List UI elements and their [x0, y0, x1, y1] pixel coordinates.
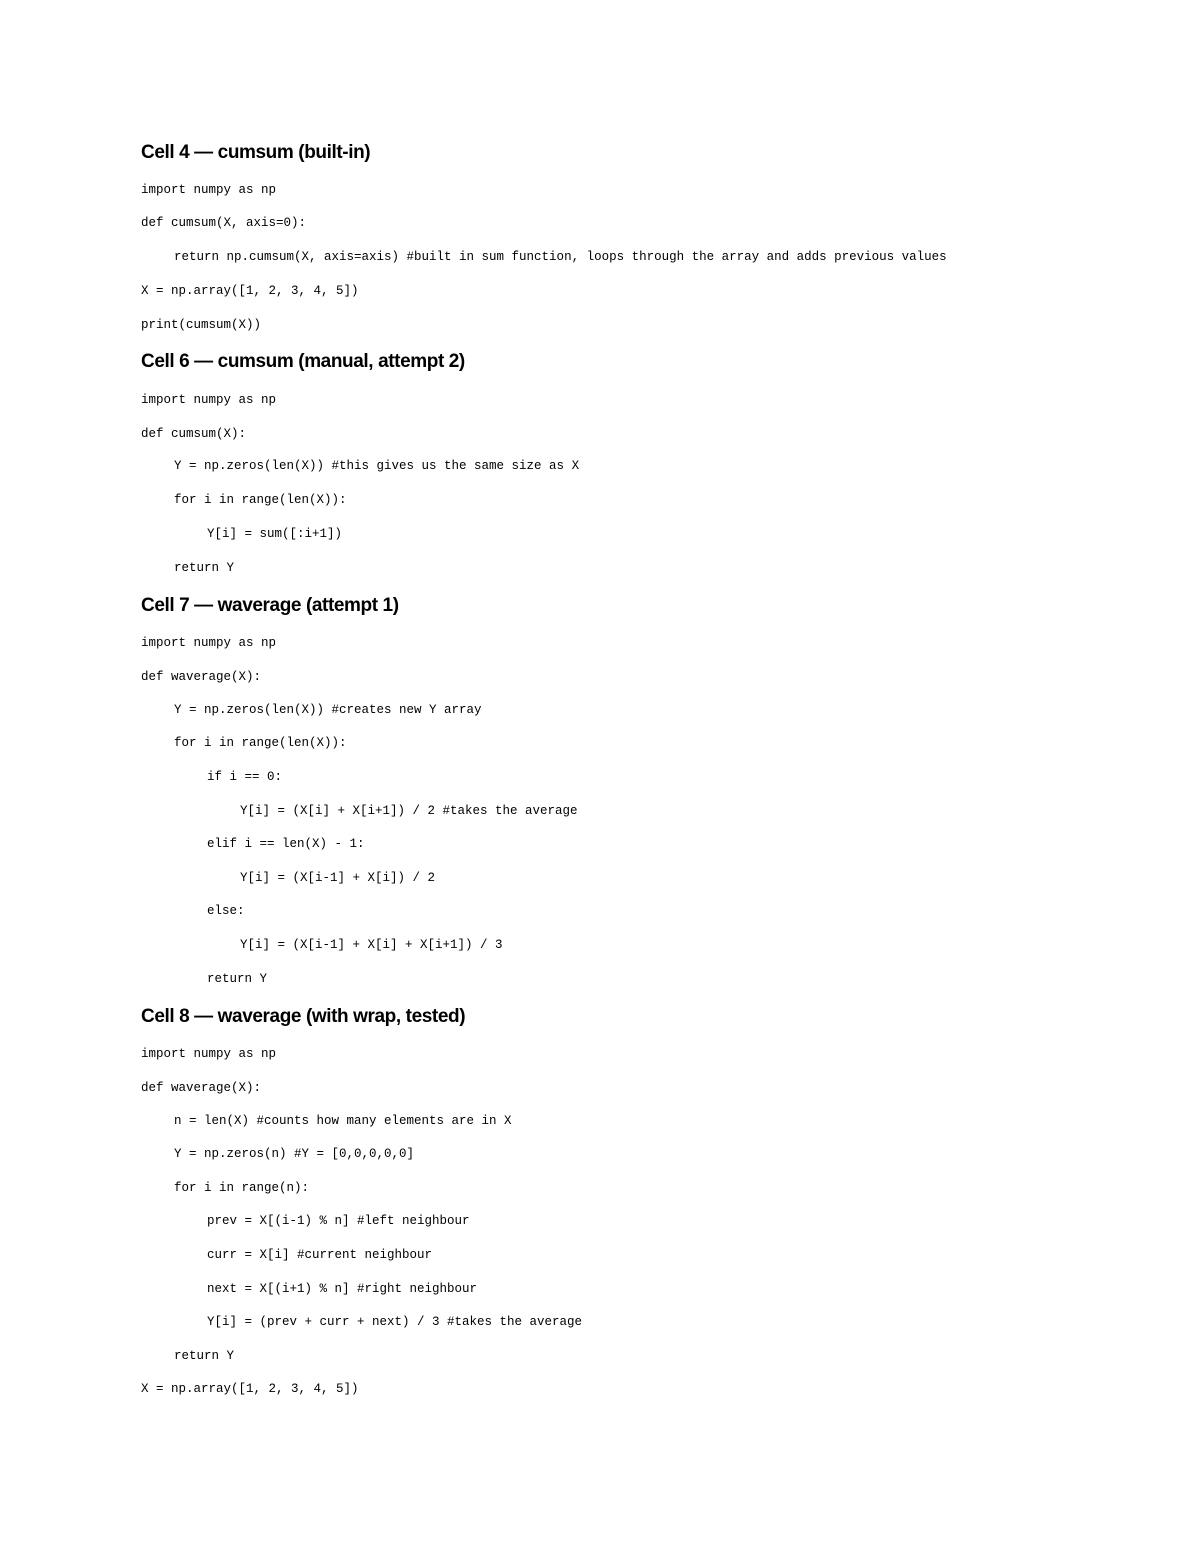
code-line: return Y — [207, 972, 268, 986]
code-line: for i in range(n): — [174, 1181, 310, 1195]
code-line: Y = np.zeros(len(X)) #this gives us the same size as X — [174, 459, 580, 473]
cell-6-heading: Cell 6 — cumsum (manual, attempt 2) — [141, 351, 465, 372]
cell-7-heading: Cell 7 — waverage (attempt 1) — [141, 595, 399, 616]
code-line: for i in range(len(X)): — [174, 736, 347, 750]
code-line: curr = X[i] #current neighbour — [207, 1248, 433, 1262]
code-line: def waverage(X): — [141, 1081, 262, 1095]
cell-4-heading: Cell 4 — cumsum (built-in) — [141, 142, 371, 163]
code-line: import numpy as np — [141, 393, 277, 407]
code-line: import numpy as np — [141, 1047, 277, 1061]
code-line: Y[i] = (prev + curr + next) / 3 #takes the average — [207, 1315, 583, 1329]
code-line: Y = np.zeros(n) #Y = [0,0,0,0,0] — [174, 1147, 415, 1161]
code-line: X = np.array([1, 2, 3, 4, 5]) — [141, 1382, 359, 1396]
code-line: Y[i] = (X[i-1] + X[i]) / 2 — [240, 871, 436, 885]
code-line: next = X[(i+1) % n] #right neighbour — [207, 1282, 478, 1296]
code-line: X = np.array([1, 2, 3, 4, 5]) — [141, 284, 359, 298]
code-line: def waverage(X): — [141, 670, 262, 684]
code-line: Y[i] = sum([:i+1]) — [207, 527, 343, 541]
code-line: return Y — [174, 561, 235, 575]
code-line: n = len(X) #counts how many elements are in X — [174, 1114, 512, 1128]
code-line: def cumsum(X, axis=0): — [141, 216, 307, 230]
code-line: Y[i] = (X[i] + X[i+1]) / 2 #takes the average — [240, 804, 578, 818]
code-line: else: — [207, 904, 245, 918]
code-line: elif i == len(X) - 1: — [207, 837, 365, 851]
code-line: return np.cumsum(X, axis=axis) #built in sum function, loops through the array and adds previous values — [174, 250, 947, 264]
code-line: def cumsum(X): — [141, 427, 247, 441]
code-line: import numpy as np — [141, 183, 277, 197]
cell-8-heading: Cell 8 — waverage (with wrap, tested) — [141, 1006, 466, 1027]
code-line: for i in range(len(X)): — [174, 493, 347, 507]
code-line: import numpy as np — [141, 636, 277, 650]
code-line: if i == 0: — [207, 770, 283, 784]
code-line: Y[i] = (X[i-1] + X[i] + X[i+1]) / 3 — [240, 938, 503, 952]
code-line: return Y — [174, 1349, 235, 1363]
code-line: prev = X[(i-1) % n] #left neighbour — [207, 1214, 470, 1228]
code-line: Y = np.zeros(len(X)) #creates new Y array — [174, 703, 482, 717]
code-line: print(cumsum(X)) — [141, 318, 262, 332]
